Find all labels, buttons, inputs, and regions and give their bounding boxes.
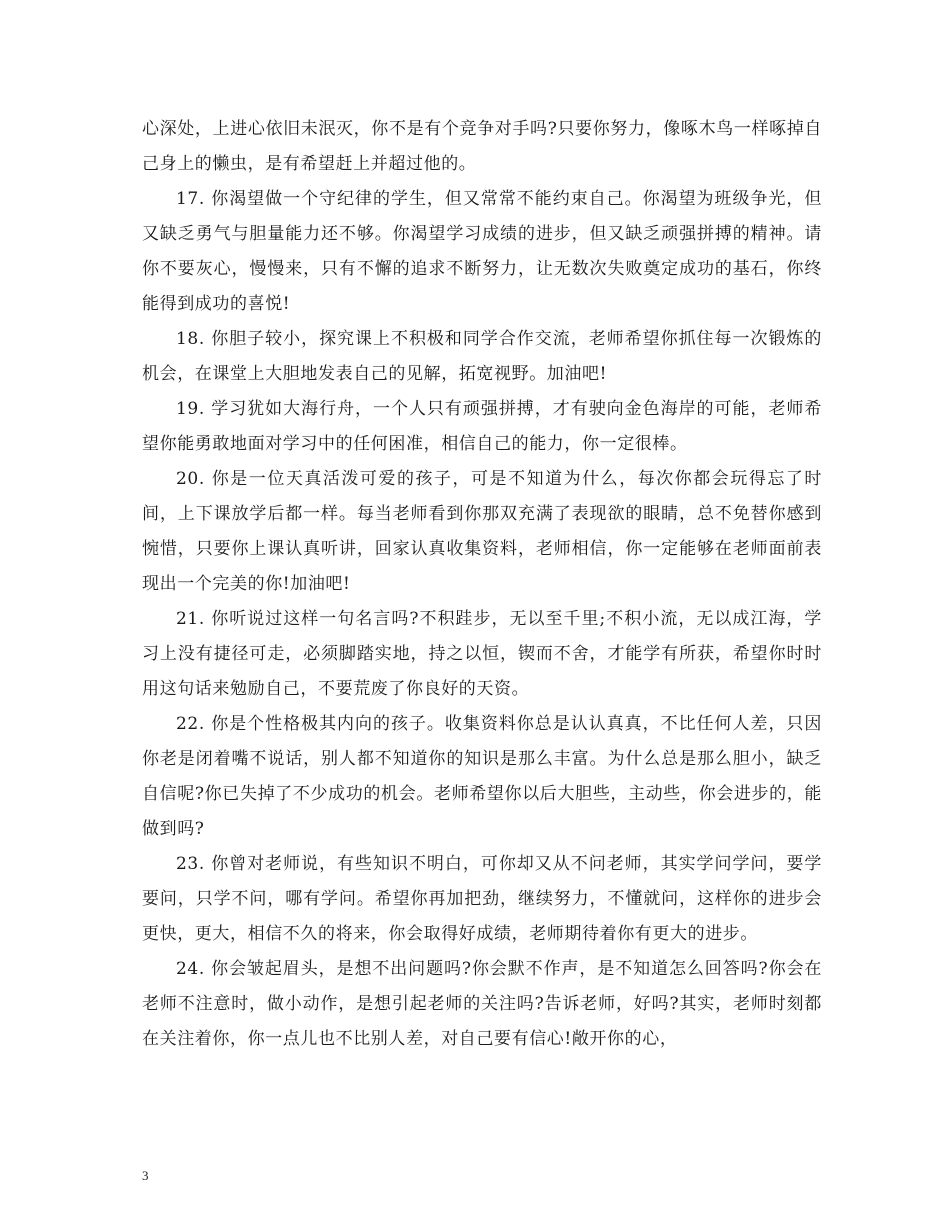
- paragraph-item-22: 22. 你是个性格极其内向的孩子。收集资料你总是认认真真，不比任何人差，只因你老是闭着嘴不说话，别人都不知道你的知识是那么丰富。为什么总是那么胆小，缺乏自信呢?你已失掉了不少成功的机会。老师希望你以后大胆些，主动些，你会进步的，能做到吗?: [142, 714, 822, 839]
- paragraph-item-19: 19. 学习犹如大海行舟，一个人只有顽强拼搏，才有驶向金色海岸的可能，老师希望你能勇敢地面对学习中的任何困准，相信自己的能力，你一定很棒。: [142, 399, 822, 454]
- page-number: 3: [142, 1168, 149, 1183]
- paragraph-item-23: 23. 你曾对老师说，有些知识不明白，可你却又从不问老师，其实学问学问，要学要问，只学不问，哪有学问。希望你再加把劲，继续努力，不懂就问，这样你的进步会更快，更大，相信不久的将来，你会取得好成绩，老师期待着你有更大的进步。: [142, 854, 822, 944]
- paragraph-item-20: 20. 你是一位天真活泼可爱的孩子，可是不知道为什么，每次你都会玩得忘了时间，上下课放学后都一样。每当老师看到你那双充满了表现欲的眼睛，总不免替你感到惋惜，只要你上课认真听讲，回家认真收集资料，老师相信，你一定能够在老师面前表现出一个完美的你!加油吧!: [142, 469, 822, 594]
- paragraph-item-24: 24. 你会皱起眉头，是想不出问题吗?你会默不作声，是不知道怎么回答吗?你会在老师不注意时，做小动作，是想引起老师的关注吗?告诉老师，好吗?其实，老师时刻都在关注着你，你一点儿也不比别人差，对自己要有信心!敞开你的心，: [142, 959, 822, 1049]
- paragraph-item-21: 21. 你听说过这样一句名言吗?不积跬步，无以至千里;不积小流，无以成江海，学习上没有捷径可走，必须脚踏实地，持之以恒，锲而不舍，才能学有所获，希望你时时用这句话来勉励自己，不要荒废了你良好的天资。: [142, 609, 822, 699]
- paragraph-continuation: 心深处，上进心依旧未泯灭，你不是有个竞争对手吗?只要你努力，像啄木鸟一样啄掉自己身上的懒虫，是有希望赶上并超过他的。: [142, 119, 822, 174]
- paragraph-item-18: 18. 你胆子较小，探究课上不积极和同学合作交流，老师希望你抓住每一次锻炼的机会，在课堂上大胆地发表自己的见解，拓宽视野。加油吧!: [142, 329, 822, 384]
- document-body: [142, 112, 822, 1057]
- paragraph-item-17: 17. 你渴望做一个守纪律的学生，但又常常不能约束自己。你渴望为班级争光，但又缺乏勇气与胆量能力还不够。你渴望学习成绩的进步，但又缺乏顽强拼搏的精神。请你不要灰心，慢慢来，只有不懈的追求不断努力，让无数次失败奠定成功的基石，你终能得到成功的喜悦!: [142, 189, 822, 314]
